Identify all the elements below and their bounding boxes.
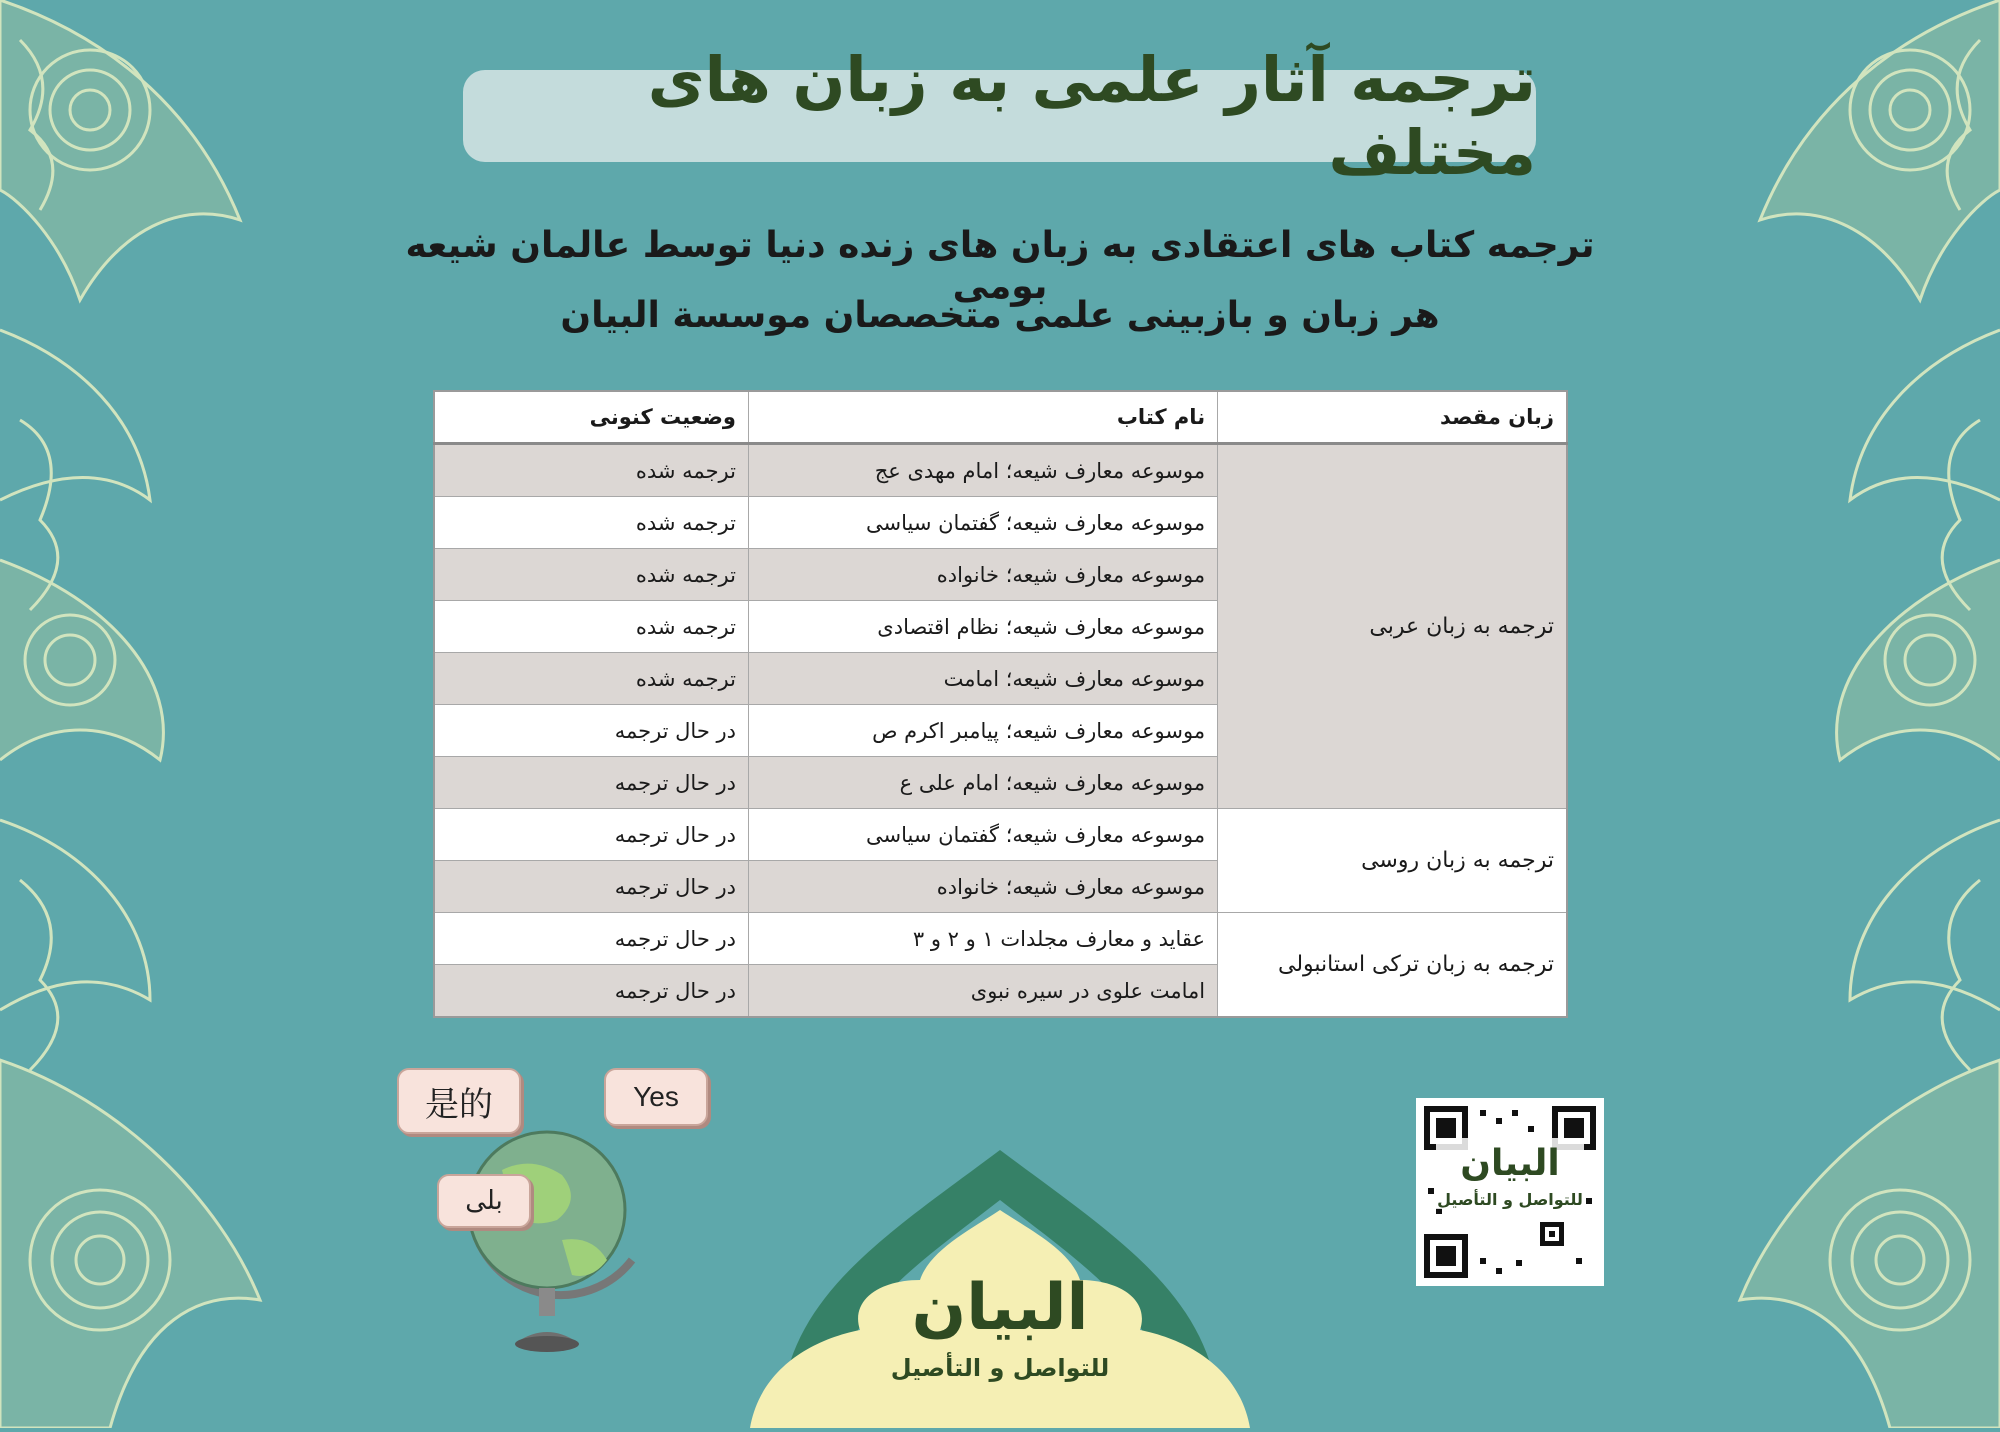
status-cell: در حال ترجمه	[434, 861, 748, 913]
header-language: زبان مقصد	[1218, 391, 1567, 444]
book-cell: موسوعه معارف شیعه؛ خانواده	[748, 549, 1217, 601]
status-cell: در حال ترجمه	[434, 757, 748, 809]
qr-brand-text: البیان	[1460, 1143, 1560, 1184]
table-row	[434, 913, 1567, 965]
subtitle-line-2: هر زبان و بازبینی علمی متخصصان موسسة البیان	[560, 295, 1440, 336]
table-row	[434, 809, 1567, 861]
language-cell-turkish: ترجمه به زبان ترکی استانبولی	[1218, 913, 1567, 1018]
book-cell: موسوعه معارف شیعه؛ امام علی ع	[748, 757, 1217, 809]
translations-table	[433, 390, 1568, 1018]
table-header-row	[434, 391, 1567, 444]
book-cell: عقاید و معارف مجلدات ۱ و ۲ و ۳	[748, 913, 1217, 965]
left-floral-ornament	[0, 0, 300, 1428]
qr-brand-overlay	[1436, 1138, 1584, 1209]
status-cell: ترجمه شده	[434, 653, 748, 705]
book-cell: موسوعه معارف شیعه؛ خانواده	[748, 861, 1217, 913]
speech-bubble-chinese: 是的	[397, 1068, 521, 1134]
book-cell: موسوعه معارف شیعه؛ نظام اقتصادی	[748, 601, 1217, 653]
status-cell: ترجمه شده	[434, 549, 748, 601]
status-cell: در حال ترجمه	[434, 809, 748, 861]
logo-main-text: البیان	[911, 1271, 1089, 1345]
book-cell: موسوعه معارف شیعه؛ گفتمان سیاسی	[748, 809, 1217, 861]
qr-brand-sub: للتواصل و التأصیل	[1437, 1190, 1583, 1209]
book-cell: موسوعه معارف شیعه؛ گفتمان سیاسی	[748, 497, 1217, 549]
status-cell: در حال ترجمه	[434, 705, 748, 757]
book-cell: موسوعه معارف شیعه؛ امام مهدی عج	[748, 444, 1217, 497]
table-row	[434, 444, 1567, 497]
status-cell: ترجمه شده	[434, 601, 748, 653]
status-cell: ترجمه شده	[434, 497, 748, 549]
subtitle-line-1: ترجمه کتاب های اعتقادی به زبان های زنده دنیا توسط عالمان شیعه بومی	[405, 225, 1595, 307]
book-cell: موسوعه معارف شیعه؛ پیامبر اکرم ص	[748, 705, 1217, 757]
header-status: وضعیت کنونی	[434, 391, 748, 444]
speech-bubble-english: Yes	[604, 1068, 708, 1126]
brand-logo	[880, 1270, 1120, 1382]
book-cell: امامت علوی در سیره نبوی	[748, 965, 1217, 1018]
header-book: نام کتاب	[748, 391, 1217, 444]
language-cell-russian: ترجمه به زبان روسی	[1218, 809, 1567, 913]
right-floral-ornament	[1700, 0, 2000, 1428]
book-cell: موسوعه معارف شیعه؛ امامت	[748, 653, 1217, 705]
status-cell: در حال ترجمه	[434, 913, 748, 965]
logo-sub-text: للتواصل و التأصیل	[890, 1354, 1110, 1382]
status-cell: در حال ترجمه	[434, 965, 748, 1018]
page-title: ترجمه آثار علمی به زبان های مختلف	[647, 43, 1536, 189]
title-banner	[463, 43, 1536, 189]
speech-bubble-persian: بلی	[437, 1174, 531, 1228]
language-cell-arabic: ترجمه به زبان عربی	[1218, 444, 1567, 809]
status-cell: ترجمه شده	[434, 444, 748, 497]
